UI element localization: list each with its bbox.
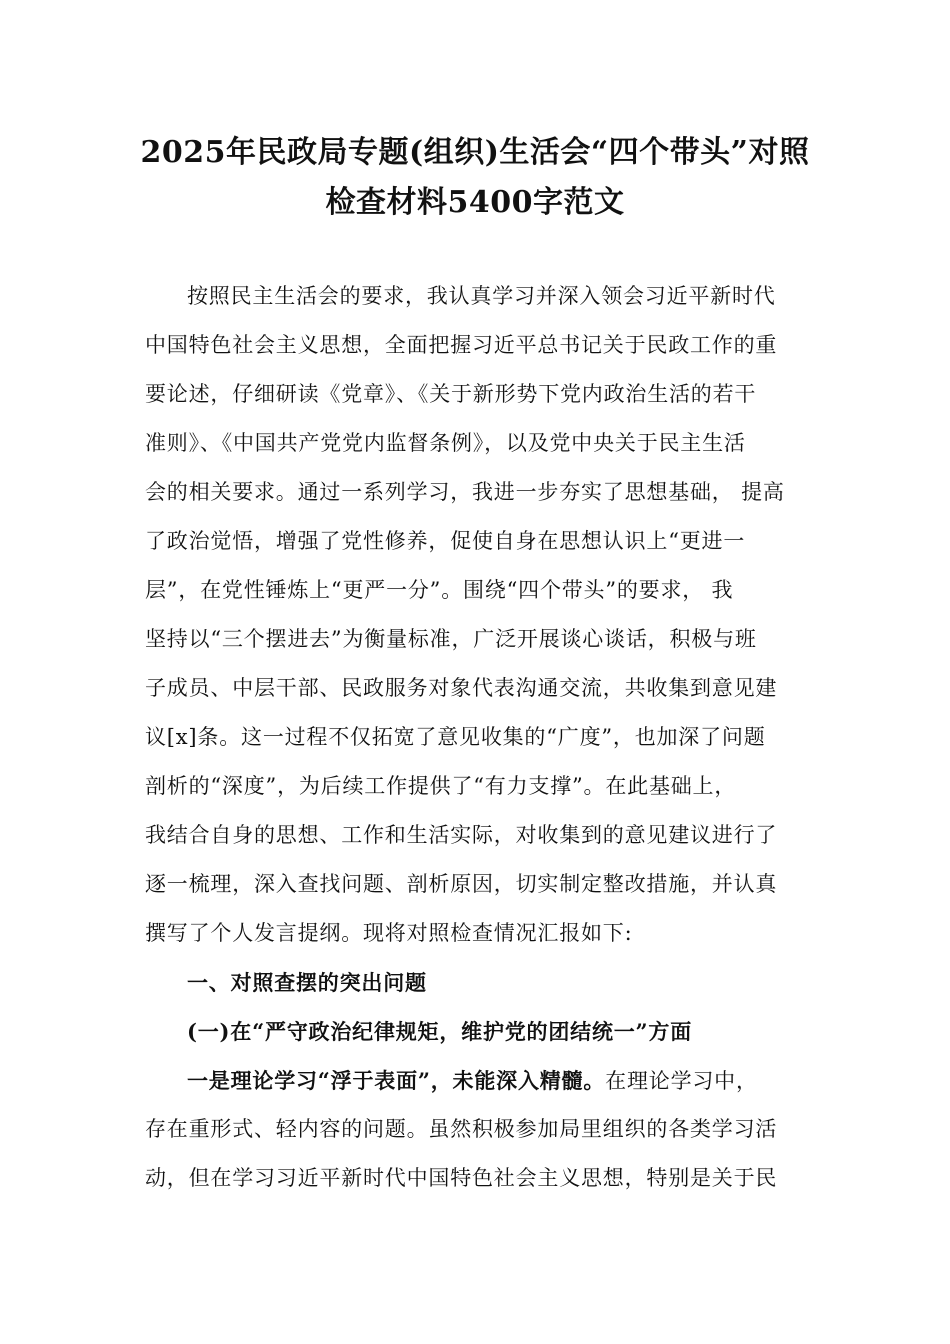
point-bold-lead: 一是理论学习“浮于表面”，未能深入精髓。	[187, 1068, 606, 1093]
title-line-1: 2025年民政局专题(组织)生活会“四个带头”对照	[140, 135, 810, 170]
intro-line: 按照民主生活会的要求，我认真学习并深入领会习近平新时代	[187, 284, 776, 308]
point-line: 存在重形式、轻内容的问题。虽然积极参加局里组织的各类学习活	[145, 1117, 778, 1141]
subsection-heading: (一)在“严守政治纪律规矩，维护党的团结统一”方面	[187, 1019, 693, 1044]
intro-line: 剖析的“深度”，为后续工作提供了“有力支撑”。在此基础上，	[145, 774, 737, 798]
intro-line: 层”，在党性锤炼上“更严一分”。围绕“四个带头”的要求， 我	[145, 578, 734, 602]
point-text: 在理论学习中，	[605, 1069, 758, 1093]
intro-line: 会的相关要求。通过一系列学习，我进一步夯实了思想基础， 提高	[145, 480, 785, 504]
intro-line: 议[x]条。这一过程不仅拓宽了意见收集的“广度”，也加深了问题	[145, 725, 766, 749]
intro-line: 准则》、《中国共产党党内监督条例》，以及党中央关于民主生活	[145, 431, 746, 455]
document-body	[145, 272, 807, 1203]
section-heading: 一、对照查摆的突出问题	[187, 970, 427, 995]
intro-line: 子成员、中层干部、民政服务对象代表沟通交流，共收集到意见建	[145, 676, 778, 700]
intro-line: 我结合自身的思想、工作和生活实际，对收集到的意见建议进行了	[145, 823, 778, 847]
intro-line: 逐一梳理，深入查找问题、剖析原因，切实制定整改措施，并认真	[145, 872, 778, 896]
intro-line: 坚持以“三个摆进去”为衡量标准，广泛开展谈心谈话，积极与班	[145, 627, 757, 651]
point-line: 动，但在学习习近平新时代中国特色社会主义思想，特别是关于民	[145, 1166, 778, 1190]
document-title	[120, 128, 830, 228]
title-line-2: 检查材料5400字范文	[325, 185, 625, 220]
point-first-line	[145, 1056, 807, 1105]
intro-line: 了政治觉悟，增强了党性修养，促使自身在思想认识上“更进一	[145, 529, 746, 553]
intro-line: 撰写了个人发言提纲。现将对照检查情况汇报如下:	[145, 921, 633, 945]
intro-line: 要论述，仔细研读《党章》、《关于新形势下党内政治生活的若干	[145, 382, 757, 406]
intro-line: 中国特色社会主义思想，全面把握习近平总书记关于民政工作的重	[145, 333, 778, 357]
